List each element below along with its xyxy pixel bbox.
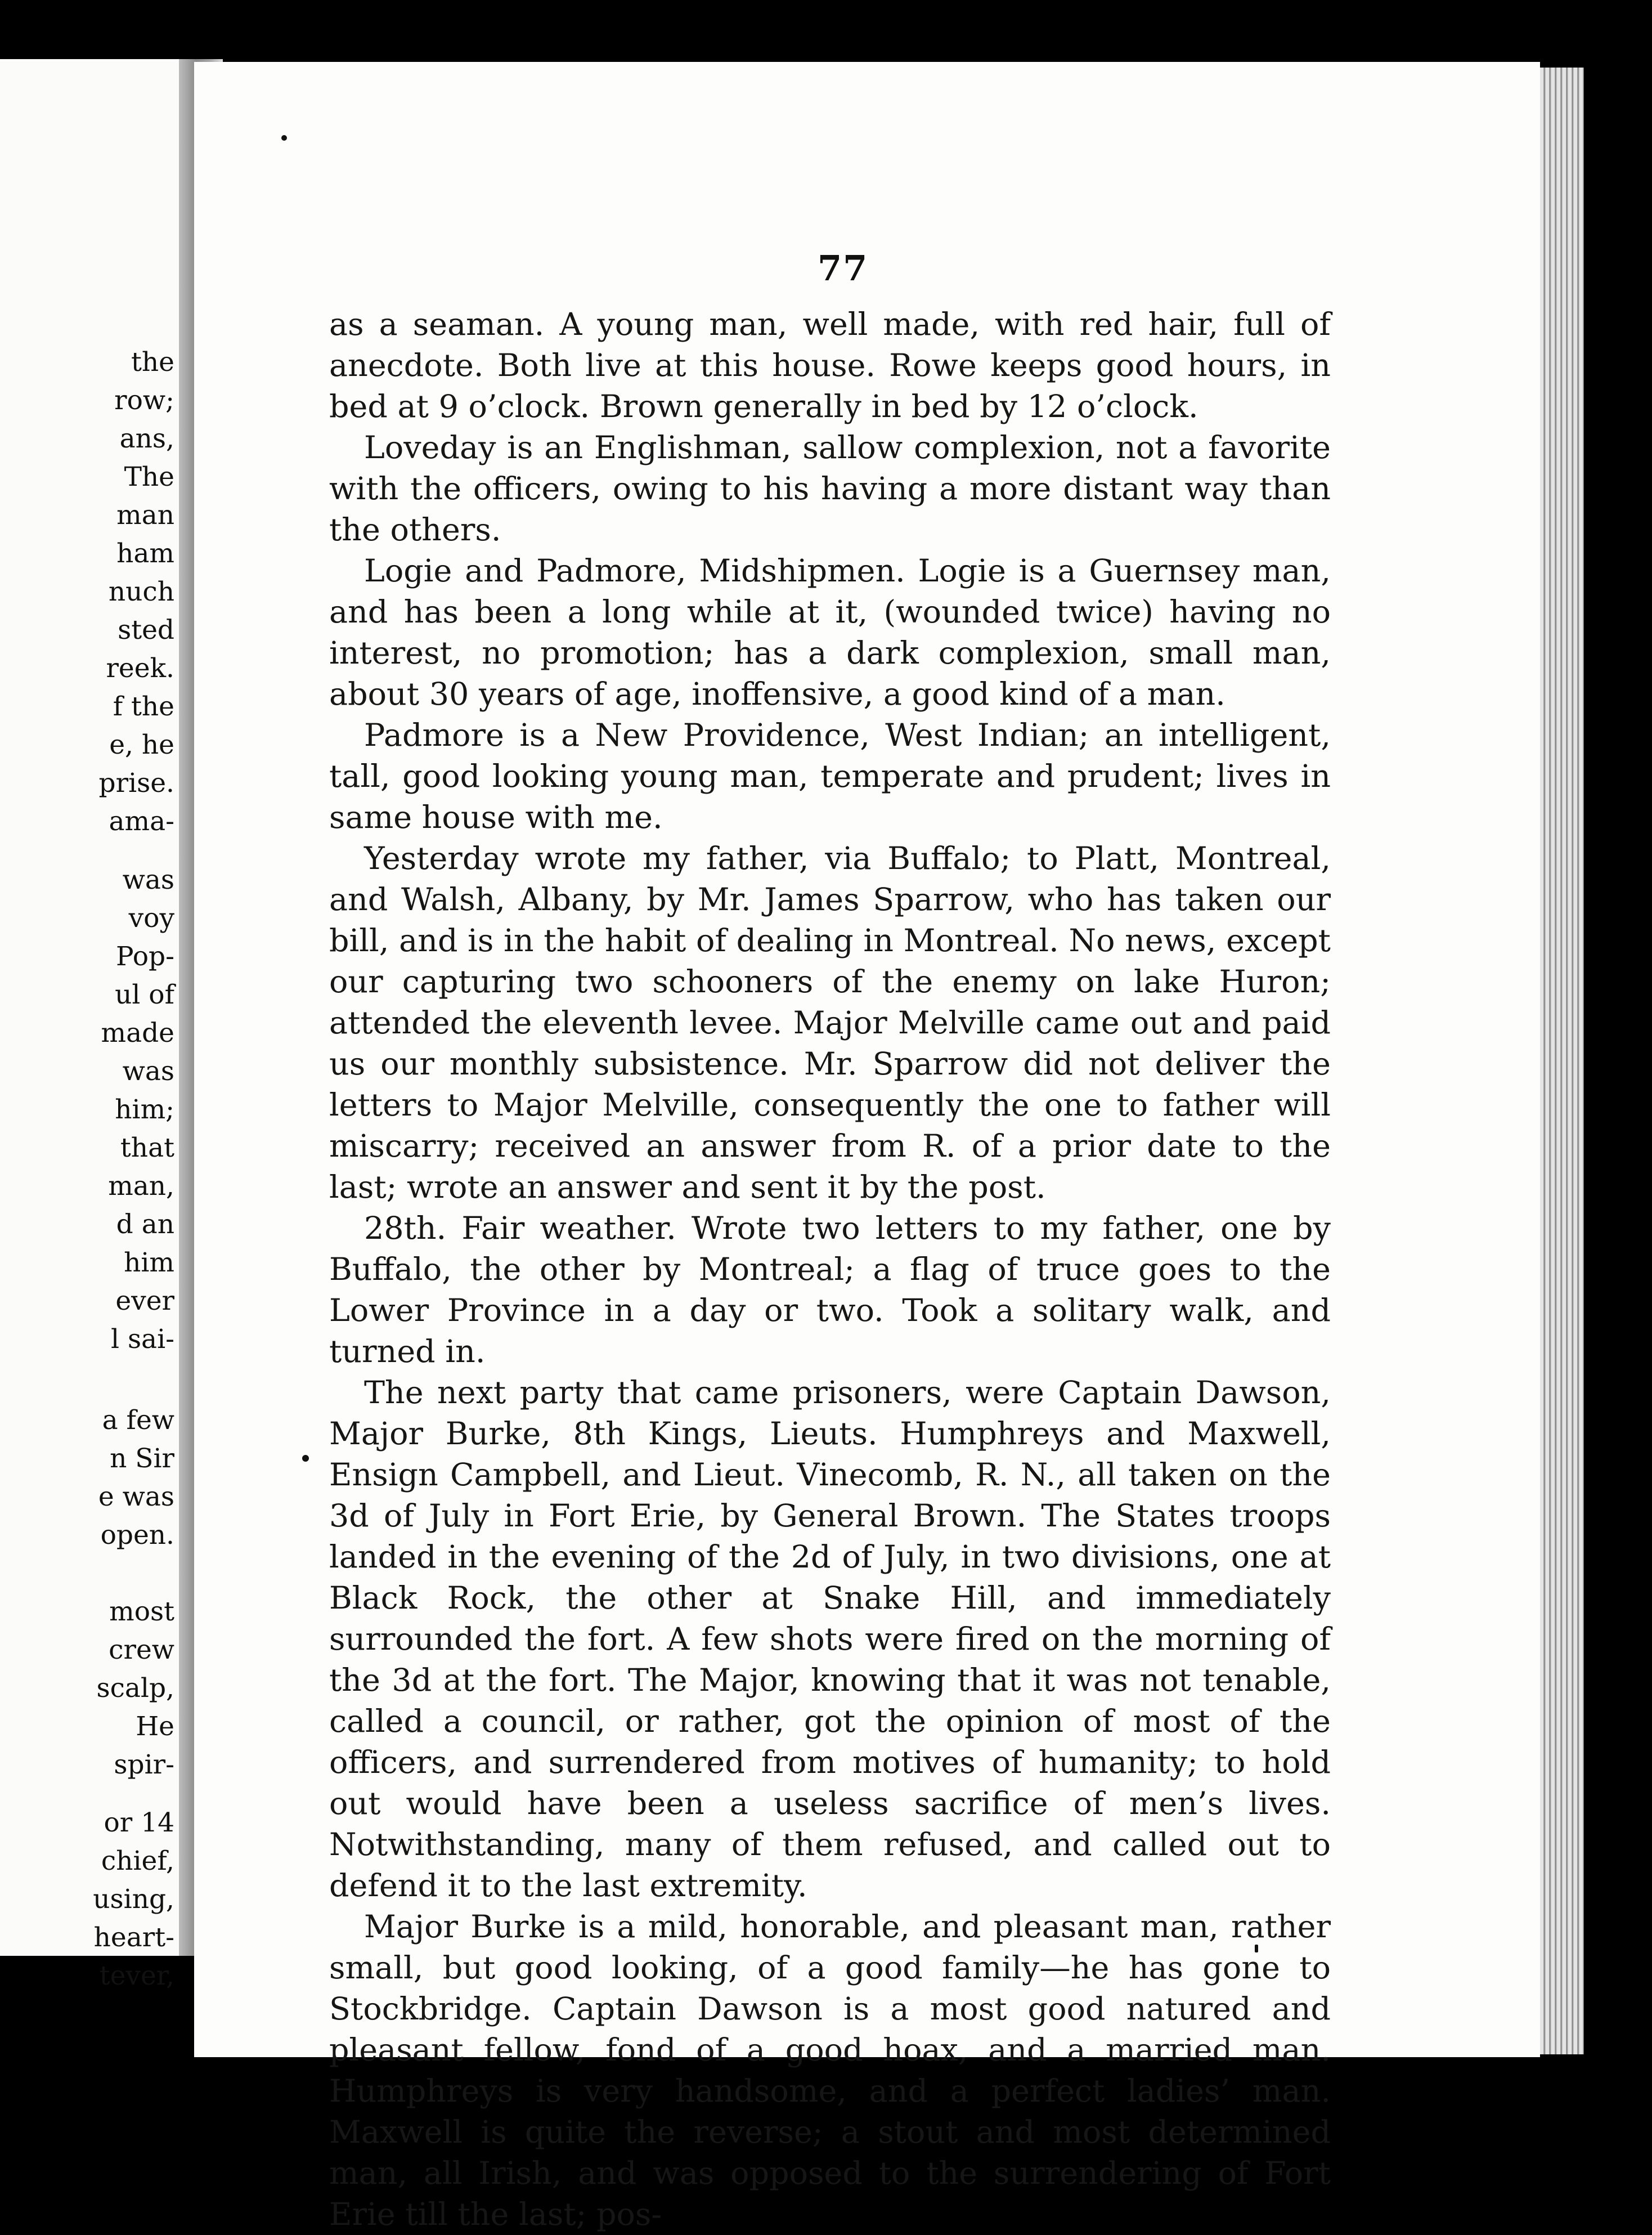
left-line: e was <box>98 1481 174 1512</box>
left-line: man, <box>108 1171 174 1202</box>
paragraph: Yesterday wrote my father, via Buffalo; to Platt, Montreal, and Walsh, Albany, by Mr. James Sparrow, who has taken our bill, and is in the habit of dealing in Montreal. No news, except our capturing two schooners of the enemy on lake Huron; attended the eleventh levee. Major Melville came out and paid us our monthly subsistence. Mr. Sparrow did not deliver the letters to Major Melville, consequently the one to father will miscarry; received an answer from R. of a prior date to the last; wrote an answer and sent it by the post. <box>329 840 1331 1206</box>
left-line: was <box>122 865 174 895</box>
left-line: was <box>122 1056 174 1087</box>
left-line: spir- <box>114 1749 174 1780</box>
left-line: d an <box>116 1209 174 1240</box>
paragraph: 28th. Fair weather. Wrote two letters to my father, one by Buffalo, the other by Montreal; a flag of truce goes to the Lower Province in a day or two. Took a solitary walk, and turned in. <box>329 1210 1331 1370</box>
left-line: chief, <box>101 1846 174 1876</box>
left-line: He <box>136 1711 174 1742</box>
left-line: a few <box>102 1405 174 1436</box>
left-line: voy <box>128 903 174 934</box>
left-line: Pop- <box>116 941 174 972</box>
left-line: f the <box>113 691 174 722</box>
left-line: reek. <box>106 653 174 684</box>
left-line: that <box>120 1132 174 1163</box>
paragraph: Loveday is an Englishman, sallow complexion, not a favorite with the officers, owing to his having a more distant way than the others. <box>329 429 1331 548</box>
page-edges <box>1540 68 1584 2054</box>
left-line: most <box>109 1596 174 1627</box>
left-line: man <box>116 500 174 531</box>
left-line: n Sir <box>110 1443 174 1474</box>
left-line: the <box>131 347 174 378</box>
left-line: l sai- <box>110 1324 174 1355</box>
page-77 <box>194 62 1540 2233</box>
left-line: tever, <box>99 1960 174 1991</box>
left-line: using, <box>93 1884 174 1915</box>
left-line: open. <box>100 1520 174 1551</box>
left-page-fragment <box>0 59 179 1991</box>
left-line: prise. <box>98 768 174 799</box>
paragraph: Major Burke is a mild, honorable, and pleasant man, rather small, but good looking, of a good family—he has gone to Stockbridge. Captain Dawson is a most good natured and pleasant fellow, fond of a good hoax, and a married man. Humphreys is very handsome, and a perfect ladies’ man. Maxwell is quite the reverse; a stout and most determined man, all Irish, and was opposed to the surrendering of Fort Erie till the last; pos- <box>329 1909 1331 2233</box>
left-line: scalp, <box>96 1673 174 1704</box>
left-line: The <box>124 462 174 492</box>
left-line: or 14 <box>104 1807 174 1838</box>
left-line: nuch <box>108 576 174 607</box>
ink-speck <box>281 135 287 141</box>
paragraph: Padmore is a New Providence, West Indian; an intelligent, tall, good looking young man, temperate and prudent; lives in same house with me. <box>329 717 1331 836</box>
left-line: ever <box>115 1286 174 1316</box>
paragraph: as a seaman. A young man, well made, with red hair, full of anecdote. Both live at this house. Rowe keeps good hours, in bed at 9 o’clock. Brown generally in bed by 12 o’clock. <box>329 306 1331 425</box>
left-line: ham <box>116 538 174 569</box>
page-number: 77 <box>818 248 869 289</box>
left-line: ama- <box>109 806 174 837</box>
left-line: e, he <box>109 729 174 760</box>
left-line: made <box>101 1018 174 1049</box>
ink-speck <box>302 1455 309 1462</box>
left-line: ul of <box>115 979 174 1010</box>
paragraph: The next party that came prisoners, were Captain Dawson, Major Burke, 8th Kings, Lieuts. Humphreys and Maxwell, Ensign Campbell, and Lieut. Vinecomb, R. N., all taken on the 3d of July in Fort Erie, by General Brown. The States troops landed in the evening of the 2d of July, in two divisions, one at Black Rock, the other at Snake Hill, and immediately surrounded the fort. A few shots were fired on the morning of the 3d at the fort. The Major, knowing that it was not tenable, called a council, or rather, got the opinion of most of the officers, and surrendered from motives of humanity; to hold out would have been a useless sacrifice of men’s lives. Notwithstanding, many of them refused, and called out to defend it to the last extremity. <box>329 1374 1331 1904</box>
left-line: sted <box>118 615 174 646</box>
left-line: row; <box>114 385 174 416</box>
left-line: ans, <box>119 423 174 454</box>
left-line: crew <box>109 1634 174 1665</box>
page-body-text <box>329 304 1331 2233</box>
paragraph: Logie and Padmore, Midshipmen. Logie is a Guernsey man, and has been a long while at it, (wounded twice) having no interest, no promotion; has a dark complexion, small man, about 30 years of age, inoffensive, a good kind of a man. <box>329 553 1331 713</box>
left-line: heart- <box>93 1922 174 1953</box>
left-line: him; <box>115 1094 174 1125</box>
left-line: him <box>124 1247 174 1278</box>
